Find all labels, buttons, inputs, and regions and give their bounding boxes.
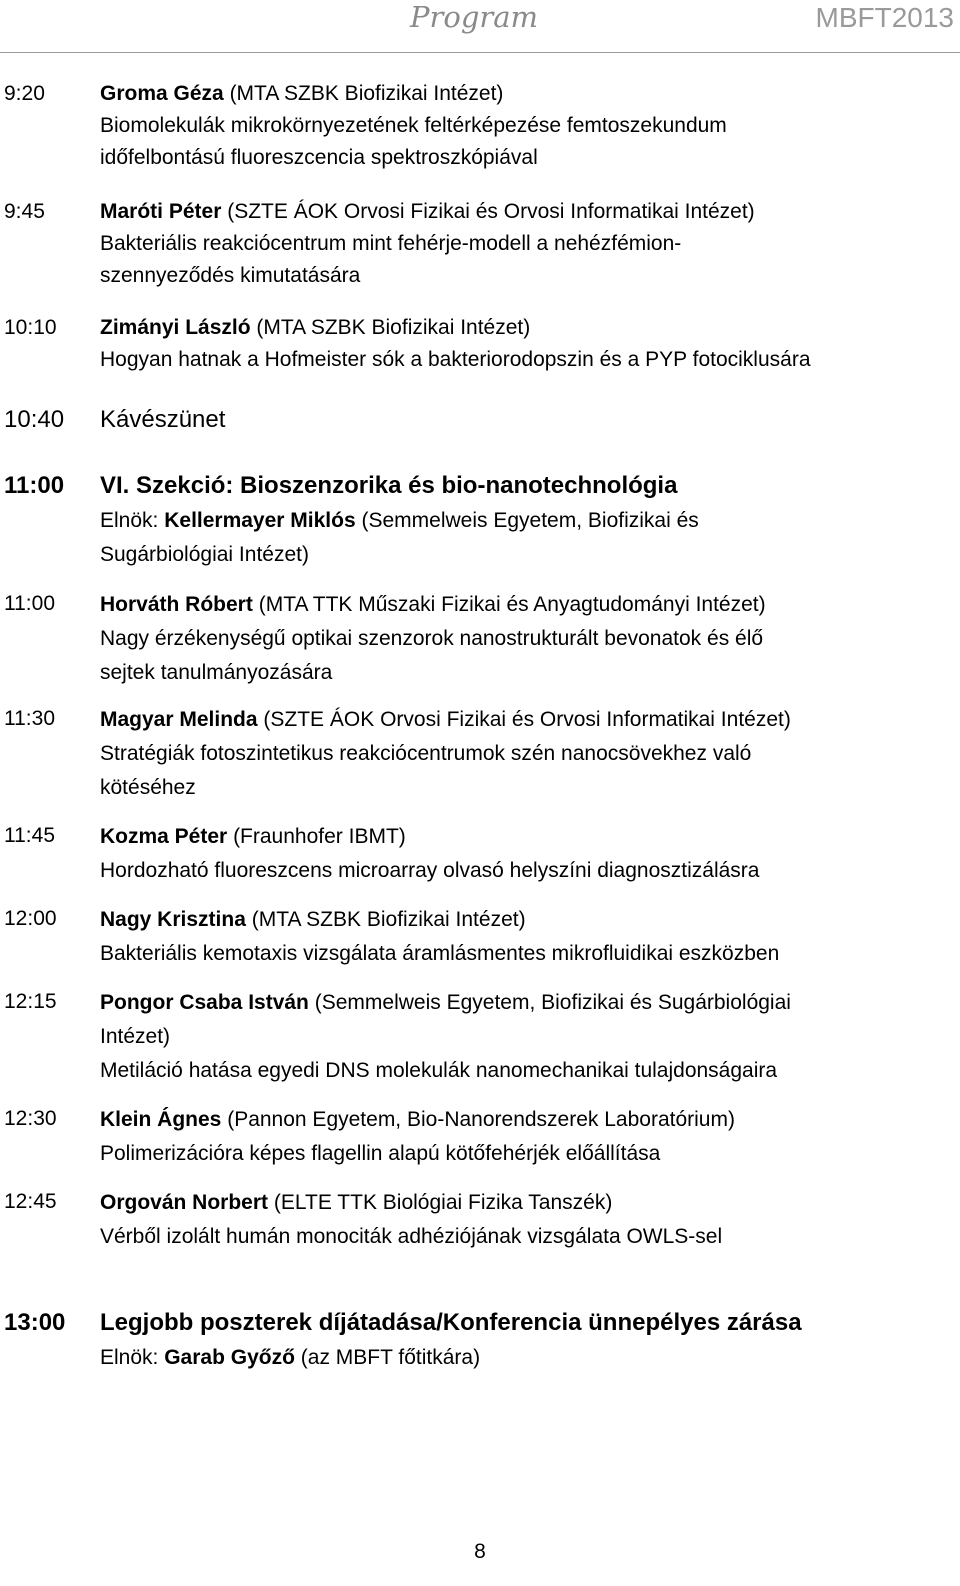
entry-time: 11:00: [4, 472, 65, 499]
header-title: Program: [410, 0, 539, 34]
talk-title-line: szennyeződés kimutatására: [100, 264, 361, 287]
speaker-affiliation: (MTA SZBK Biofizikai Intézet): [229, 82, 504, 105]
entry-time: 9:45: [4, 200, 45, 223]
section-title: VI. Szekció: Bioszenzorika és bio-nanotechnológia: [100, 472, 678, 499]
speaker-affiliation: (SZTE ÁOK Orvosi Fizikai és Orvosi Informatikai Intézet): [263, 708, 791, 731]
speaker-name: Magyar Melinda: [100, 708, 258, 731]
speaker-name: Kozma Péter: [100, 825, 228, 848]
speaker-name: Pongor Csaba István: [100, 991, 309, 1014]
speaker-affiliation: (MTA SZBK Biofizikai Intézet): [251, 908, 526, 931]
entry-time: 11:00: [4, 592, 55, 615]
section-title: Legjobb poszterek díjátadása/Konferencia ünnepélyes zárása: [100, 1309, 802, 1336]
speaker-name: Groma Géza: [100, 82, 224, 105]
chair-label: Elnök:: [100, 509, 159, 532]
talk-title-line: Metiláció hatása egyedi DNS molekulák nanomechanikai tulajdonságaira: [100, 1059, 778, 1082]
entry-time: 12:15: [4, 990, 57, 1013]
speaker-affiliation: (MTA TTK Műszaki Fizikai és Anyagtudományi Intézet): [258, 593, 766, 616]
entry-time: 10:10: [4, 316, 57, 339]
speaker-affiliation: (ELTE TTK Biológiai Fizika Tanszék): [273, 1191, 613, 1214]
chair-name: Garab Győző: [164, 1346, 295, 1369]
entry-time: 11:30: [4, 707, 55, 730]
header-conference: MBFT2013: [815, 2, 954, 33]
chair-affiliation: (az MBFT főtitkára): [300, 1346, 481, 1369]
entry-time: 13:00: [4, 1309, 66, 1336]
talk-title-line: Stratégiák fotoszintetikus reakciócentrumok szén nanocsövekhez való: [100, 742, 752, 765]
talk-title-line: időfelbontású fluoreszcencia spektroszkópiával: [100, 146, 538, 169]
speaker-affiliation: (Pannon Egyetem, Bio-Nanorendszerek Laboratórium): [227, 1108, 735, 1131]
entry-time: 9:20: [4, 82, 45, 105]
speaker-affiliation-continued: Intézet): [100, 1025, 171, 1048]
entry-time: 12:30: [4, 1107, 57, 1130]
page-number: 8: [474, 1540, 486, 1563]
talk-title-line: Hogyan hatnak a Hofmeister sók a bakteriorodopszin és a PYP fotociklusára: [100, 348, 811, 371]
speaker-name: Orgován Norbert: [100, 1191, 269, 1214]
speaker-name: Nagy Krisztina: [100, 908, 246, 931]
entry-time: 12:45: [4, 1190, 57, 1213]
speaker-affiliation: (Fraunhofer IBMT): [233, 825, 406, 848]
entry-time: 10:40: [4, 406, 65, 433]
talk-title-line: Bakteriális reakciócentrum mint fehérje-modell a nehézfémion-: [100, 232, 682, 255]
talk-title-line: Nagy érzékenységű optikai szenzorok nanostrukturált bevonatok és élő: [100, 627, 764, 650]
entry-time: 11:45: [4, 824, 55, 847]
speaker-affiliation: (SZTE ÁOK Orvosi Fizikai és Orvosi Informatikai Intézet): [227, 200, 755, 223]
page-header: [0, 0, 960, 53]
break-label: Kávészünet: [100, 406, 226, 433]
talk-title-line: sejtek tanulmányozására: [100, 661, 333, 684]
speaker-affiliation: (Semmelweis Egyetem, Biofizikai és Sugárbiológiai: [314, 991, 791, 1014]
speaker-name: Klein Ágnes: [100, 1108, 222, 1131]
talk-title-line: kötéséhez: [100, 776, 196, 799]
speaker-affiliation: (MTA SZBK Biofizikai Intézet): [256, 316, 531, 339]
speaker-name: Horváth Róbert: [100, 593, 253, 616]
talk-title-line: Polimerizációra képes flagellin alapú kötőfehérjék előállítása: [100, 1142, 661, 1165]
chair-affiliation-continued: Sugárbiológiai Intézet): [100, 543, 309, 566]
talk-title-line: Hordozható fluoreszcens microarray olvasó helyszíni diagnosztizálásra: [100, 859, 760, 882]
chair-name: Kellermayer Miklós: [164, 509, 356, 532]
speaker-name: Zimányi László: [100, 316, 251, 339]
entry-time: 12:00: [4, 907, 57, 930]
speaker-name: Maróti Péter: [100, 200, 222, 223]
chair-affiliation: (Semmelweis Egyetem, Biofizikai és: [361, 509, 699, 532]
talk-title-line: Bakteriális kemotaxis vizsgálata áramlásmentes mikrofluidikai eszközben: [100, 942, 780, 965]
chair-label: Elnök:: [100, 1346, 159, 1369]
talk-title-line: Biomolekulák mikrokörnyezetének feltérképezése femtoszekundum: [100, 114, 727, 137]
talk-title-line: Vérből izolált humán monociták adhéziójának vizsgálata OWLS-sel: [100, 1225, 723, 1248]
